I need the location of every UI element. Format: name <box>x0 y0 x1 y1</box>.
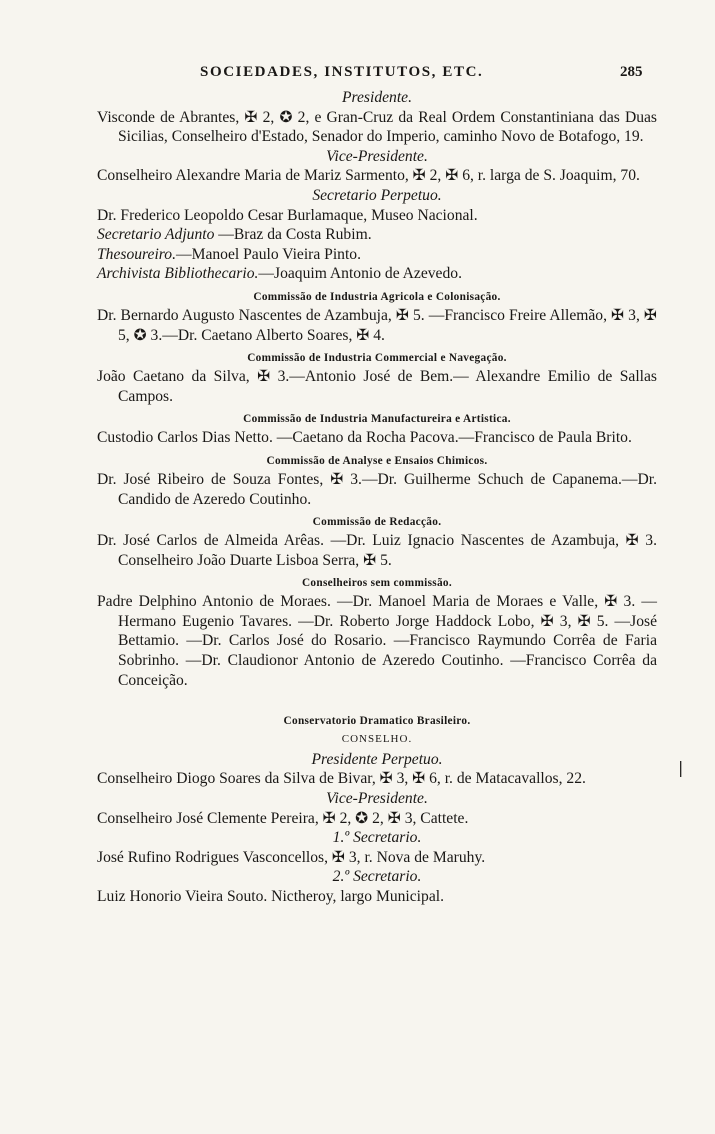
section-heading: Conservatorio Dramatico Brasileiro. <box>283 715 471 728</box>
office-heading: Presidente Perpetuo. <box>311 750 443 768</box>
entry-paragraph: Conselheiro Diogo Soares da Silva de Bivar, ✠ 3, ✠ 6, r. de Matacavallos, 22. <box>97 770 586 788</box>
entry-text: —Joaquim Antonio de Azevedo. <box>258 265 462 283</box>
entry-paragraph: Visconde de Abrantes, ✠ 2, ✪ 2, e Gran-Cruz da Real Ordem Constantiniana das Duas Sicilias, Conselheiro d'Estado, Senador do Imperio, caminho Novo de Botafogo, 19. <box>97 108 657 146</box>
office-heading: 1.º Secretario. <box>332 829 422 847</box>
entry-paragraph: João Caetano da Silva, ✠ 3.—Antonio José de Bem.— Alexandre Emilio de Sallas Campos. <box>97 368 657 405</box>
entry-line: Luiz Honorio Vieira Souto. Nictheroy, largo Municipal. <box>97 888 444 905</box>
office-heading: Vice-Presidente. <box>326 790 428 808</box>
section-heading: Commissão de Industria Agricola e Colonisação. <box>253 290 501 303</box>
section-heading: Commissão de Industria Manufactureira e Artistica. <box>243 413 511 426</box>
office-heading: Secretario Perpetuo. <box>312 186 442 204</box>
page-number: 285 <box>620 64 643 80</box>
entry-paragraph: Dr. José Ribeiro de Souza Fontes, ✠ 3.—Dr. Guilherme Schuch de Capanema.—Dr. Candido de Azeredo Coutinho. <box>97 470 657 508</box>
office-heading: Vice-Presidente. <box>326 147 428 165</box>
margin-mark: | <box>678 758 684 777</box>
section-heading: Commissão de Redacção. <box>312 516 442 529</box>
entry-lead: Secretario Adjunto <box>97 226 215 244</box>
entry-line: Dr. Frederico Leopoldo Cesar Burlamaque, Museo Nacional. <box>97 206 478 224</box>
office-heading: 2.º Secretario. <box>332 868 422 886</box>
entry-line: Conselheiro José Clemente Pereira, ✠ 2, ✪ 2, ✠ 3, Cattete. <box>97 809 469 827</box>
entry-text: —Manoel Paulo Vieira Pinto. <box>175 245 361 263</box>
entry-paragraph: Dr. Bernardo Augusto Nascentes de Azambuja, ✠ 5. —Francisco Freire Allemão, ✠ 3, ✠ 5, ✪ 3.—Dr. Caetano Alberto Soares, ✠ 4. <box>97 306 657 344</box>
subheading: CONSELHO. <box>341 733 413 746</box>
entry-line <box>97 225 657 245</box>
spacer <box>97 690 657 708</box>
running-header <box>0 64 715 86</box>
office-heading: Presidente. <box>341 89 412 106</box>
entry-line <box>97 264 657 284</box>
entry-line <box>97 245 657 265</box>
entry-line: José Rufino Rodrigues Vasconcellos, ✠ 3, r. Nova de Maruhy. <box>97 848 486 866</box>
page-body <box>97 88 657 907</box>
entry-lead: Thesoureiro. <box>97 245 176 263</box>
header-title: SOCIEDADES, INSTITUTOS, ETC. <box>200 64 484 80</box>
entry-paragraph: Padre Delphino Antonio de Moraes. —Dr. Manoel Maria de Moraes e Valle, ✠ 3. —Hermano Eugenio Tavares. —Dr. Roberto Jorge Haddock Lobo, ✠ 3, ✠ 5. —José Bettamio. —Dr. Carlos José do Rosario. —Francisco Raymundo Corrêa de Faria Sobrinho. —Dr. Claudionor Antonio de Azeredo Coutinho. —Francisco Corrêa da Conceição. <box>97 593 657 689</box>
section-heading: Commissão de Industria Commercial e Navegação. <box>247 352 507 365</box>
entry-paragraph: Custodio Carlos Dias Netto. —Caetano da Rocha Pacova.—Francisco de Paula Brito. <box>97 429 632 447</box>
entry-paragraph: Conselheiro Alexandre Maria de Mariz Sarmento, ✠ 2, ✠ 6, r. larga de S. Joaquim, 70. <box>97 167 640 185</box>
entry-lead: Archivista Bibliothecario. <box>97 265 259 283</box>
section-heading: Commissão de Analyse e Ensaios Chimicos. <box>266 454 488 467</box>
entry-paragraph: Dr. José Carlos de Almeida Arêas. —Dr. Luiz Ignacio Nascentes de Azambuja, ✠ 3. Conselheiro João Duarte Lisboa Serra, ✠ 5. <box>97 532 657 569</box>
section-heading: Conselheiros sem commissão. <box>301 577 453 590</box>
entry-text: —Braz da Costa Rubim. <box>214 226 372 244</box>
